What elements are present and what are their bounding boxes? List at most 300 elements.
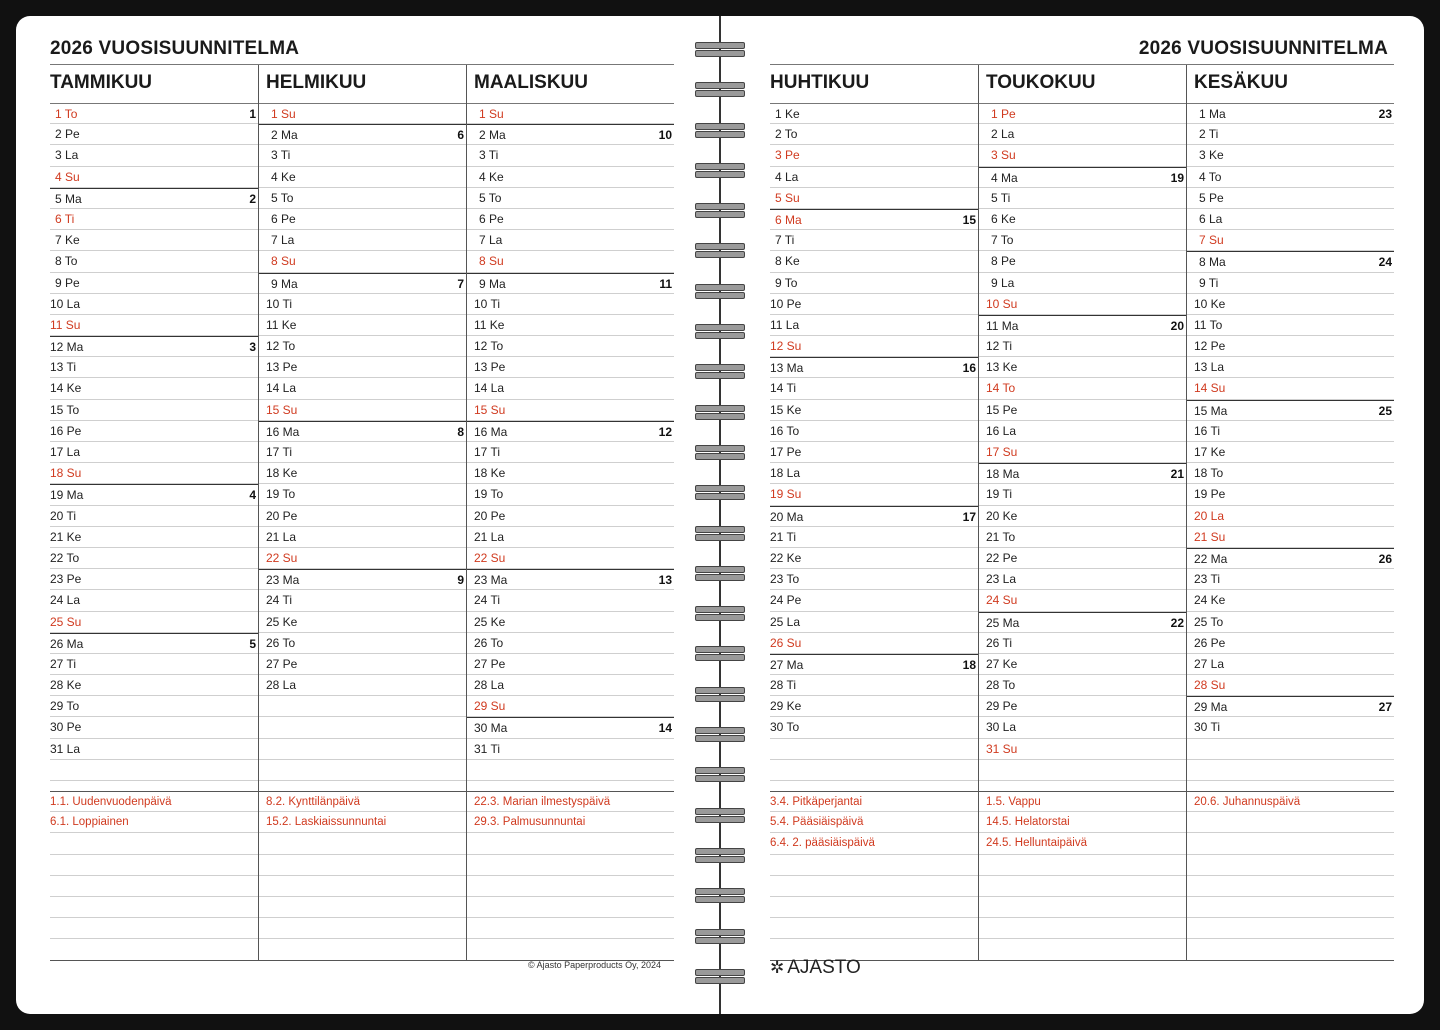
month-column (978, 65, 1186, 961)
holiday-row (770, 812, 978, 833)
holiday-label: 24.5. Helluntaipäivä (986, 837, 1088, 850)
week-number: 22 (1170, 615, 1184, 630)
day-row (467, 739, 674, 760)
day-row (770, 506, 978, 527)
day-label: 1 Su (271, 107, 296, 121)
day-row (770, 273, 978, 294)
day-label: 31 La (50, 741, 81, 756)
day-label: 21 Su (1194, 529, 1226, 544)
day-label: 18 Ma (986, 467, 1020, 482)
holiday-label: 15.2. Laskiaissunnuntai (266, 816, 387, 829)
day-row (259, 421, 466, 442)
holiday-row (259, 939, 466, 960)
day-label: 20 Ma (770, 509, 804, 524)
day-row (770, 717, 978, 738)
day-label: 4 Ke (479, 169, 504, 184)
week-number: 21 (1170, 467, 1184, 482)
day-row (770, 421, 978, 442)
day-label: 19 Ma (50, 488, 84, 503)
day-row (259, 251, 466, 272)
day-label: 26 Su (770, 635, 802, 650)
day-row (259, 739, 466, 760)
spiral-ring (695, 642, 745, 682)
day-label: 26 Pe (1194, 635, 1226, 650)
day-label: 27 Pe (474, 656, 506, 671)
day-row (979, 442, 1186, 463)
holiday-label: 22.3. Marian ilmestyspäivä (474, 796, 611, 808)
day-label: 27 Pe (266, 656, 298, 671)
holiday-row (770, 876, 978, 897)
holiday-label: 14.5. Helatorstai (986, 816, 1070, 829)
day-row (770, 548, 978, 569)
day-row (50, 103, 258, 124)
day-row (1187, 760, 1394, 781)
day-label: 2 La (991, 127, 1015, 142)
day-label: 2 Ti (1199, 127, 1219, 142)
holiday-row (50, 833, 258, 854)
week-number: 8 (457, 424, 464, 439)
day-label: 13 La (1194, 360, 1225, 375)
day-label: 18 Ke (266, 466, 298, 481)
day-label: 23 Ti (1194, 572, 1221, 587)
week-number: 11 (659, 276, 672, 291)
week-number: 2 (249, 191, 256, 206)
day-label: 14 Ti (770, 381, 797, 396)
day-row (1187, 612, 1394, 633)
holiday-row (979, 918, 1186, 939)
day-label: 16 La (986, 423, 1017, 438)
day-row (259, 675, 466, 696)
day-row (259, 654, 466, 675)
day-row (1187, 463, 1394, 484)
day-row (467, 760, 674, 781)
day-row (259, 378, 466, 399)
spacer (979, 781, 1186, 791)
day-row (1187, 251, 1394, 272)
day-label: 25 To (1194, 614, 1224, 629)
day-row (50, 145, 258, 166)
day-label: 9 Ti (1199, 275, 1219, 290)
day-label: 3 Ti (479, 148, 499, 163)
day-label: 9 Pe (55, 275, 80, 290)
day-row (259, 612, 466, 633)
day-row (259, 103, 466, 124)
day-label: 24 La (50, 593, 81, 608)
page-title: 2026 VUOSISUUNNITELMA (50, 38, 300, 59)
day-label: 1 Pe (991, 107, 1016, 121)
day-row (50, 421, 258, 442)
month-name: HUHTIKUU (770, 72, 870, 93)
day-label: 8 Pe (991, 254, 1016, 269)
day-row (979, 273, 1186, 294)
day-row (1187, 421, 1394, 442)
day-row (1187, 336, 1394, 357)
day-row (50, 739, 258, 760)
day-row (50, 442, 258, 463)
day-row (259, 590, 466, 611)
day-row (467, 421, 674, 442)
spiral-ring (695, 199, 745, 239)
day-label: 4 La (775, 169, 799, 184)
day-label: 8 Ke (775, 254, 800, 269)
day-row (1187, 654, 1394, 675)
day-row (979, 654, 1186, 675)
holiday-row (979, 939, 1186, 960)
day-label: 17 Ti (474, 445, 501, 459)
day-row (50, 167, 258, 188)
week-number: 24 (1378, 255, 1392, 270)
day-row (770, 230, 978, 251)
spiral-ring (695, 763, 745, 803)
day-row (979, 484, 1186, 505)
day-label: 10 Ti (474, 296, 501, 311)
day-label: 23 Ma (266, 573, 300, 588)
day-row (1187, 273, 1394, 294)
week-number: 3 (249, 340, 256, 355)
day-row (50, 633, 258, 654)
day-label: 15 Su (474, 402, 506, 417)
day-label: 29 To (50, 699, 80, 714)
day-row (259, 569, 466, 590)
day-row (1187, 675, 1394, 696)
spacer (1187, 781, 1394, 791)
day-row (1187, 167, 1394, 188)
day-row (770, 336, 978, 357)
week-number: 17 (962, 509, 976, 524)
day-row (979, 760, 1186, 781)
day-row (770, 612, 978, 633)
day-row (259, 357, 466, 378)
day-label: 28 La (474, 678, 505, 693)
day-label: 10 Ke (1194, 296, 1226, 311)
day-label: 2 Pe (55, 127, 80, 142)
day-row (50, 315, 258, 336)
spiral-ring (695, 239, 745, 279)
spiral-ring (695, 602, 745, 642)
day-row (467, 612, 674, 633)
day-label: 22 Pe (986, 550, 1018, 565)
day-row (259, 400, 466, 421)
day-label: 25 La (770, 614, 801, 629)
day-row (979, 145, 1186, 166)
holiday-row (467, 812, 674, 833)
day-label: 20 Ti (50, 508, 77, 523)
holiday-label: 8.2. Kynttilänpäivä (266, 796, 360, 808)
day-row (467, 315, 674, 336)
holiday-label: 1.1. Uudenvuodenpäivä (50, 796, 172, 808)
day-row (50, 612, 258, 633)
month-column (1186, 65, 1394, 961)
day-row (979, 463, 1186, 484)
day-row (50, 336, 258, 357)
day-label: 29 Ke (770, 699, 802, 714)
spiral-ring (695, 119, 745, 159)
spiral-ring (695, 562, 745, 602)
holiday-row (467, 897, 674, 918)
day-row (50, 484, 258, 505)
day-row (50, 760, 258, 781)
day-label: 7 Ke (55, 233, 80, 248)
holiday-row (1187, 876, 1394, 897)
day-label: 24 Pe (770, 593, 802, 608)
day-row (979, 315, 1186, 336)
spiral-ring (695, 965, 745, 1005)
day-row (979, 103, 1186, 124)
day-row (259, 124, 466, 145)
day-row (467, 696, 674, 717)
week-number: 4 (249, 488, 256, 503)
day-row (259, 463, 466, 484)
day-label: 25 Su (50, 614, 82, 629)
day-label: 2 Ma (271, 128, 298, 143)
spiral-binding (695, 38, 745, 1005)
day-label: 11 To (1194, 317, 1223, 332)
day-label: 17 Pe (770, 445, 802, 459)
day-row (259, 442, 466, 463)
day-row (259, 230, 466, 251)
day-label: 5 Pe (1199, 190, 1224, 205)
week-number: 10 (658, 128, 672, 143)
day-label: 11 Ma (986, 318, 1019, 333)
day-row (979, 696, 1186, 717)
day-row (259, 294, 466, 315)
right-page (721, 16, 1424, 1014)
day-label: 24 Su (986, 593, 1018, 608)
day-row (467, 484, 674, 505)
day-row (467, 717, 674, 738)
day-row (770, 378, 978, 399)
spiral-ring (695, 38, 745, 78)
day-row (1187, 717, 1394, 738)
week-number: 20 (1170, 318, 1184, 333)
day-row (50, 209, 258, 230)
day-label: 14 Su (1194, 381, 1226, 396)
day-label: 20 La (1194, 508, 1225, 523)
day-row (259, 145, 466, 166)
day-row (979, 336, 1186, 357)
day-label: 12 Ma (50, 340, 84, 355)
day-label: 31 Su (986, 741, 1018, 756)
day-row (770, 675, 978, 696)
day-row (50, 294, 258, 315)
day-row (467, 378, 674, 399)
day-label: 12 Su (770, 339, 802, 354)
day-row (467, 103, 674, 124)
holiday-row (1187, 897, 1394, 918)
day-row (467, 167, 674, 188)
holiday-row (259, 855, 466, 876)
day-row (467, 675, 674, 696)
day-label: 4 Su (55, 169, 80, 184)
day-row (770, 209, 978, 230)
week-number: 16 (962, 361, 976, 376)
day-row (770, 124, 978, 145)
day-row (467, 506, 674, 527)
day-label: 25 Ke (474, 614, 506, 629)
holiday-label: 1.5. Vappu (986, 796, 1041, 808)
day-label: 17 Ke (1194, 445, 1226, 459)
day-label: 15 To (50, 402, 80, 417)
spiral-ring (695, 320, 745, 360)
month-name: TAMMIKUU (50, 72, 153, 93)
day-row (1187, 294, 1394, 315)
day-label: 30 Pe (50, 720, 82, 735)
holiday-row (1187, 791, 1394, 812)
day-row (50, 378, 258, 399)
day-row (1187, 548, 1394, 569)
week-number: 26 (1378, 551, 1392, 566)
day-label: 3 Su (991, 148, 1016, 163)
day-label: 20 Pe (266, 508, 298, 523)
day-row (259, 696, 466, 717)
day-label: 22 To (50, 550, 80, 565)
day-row (259, 548, 466, 569)
week-number: 27 (1378, 700, 1392, 715)
day-label: 2 Ma (479, 128, 506, 143)
day-row (259, 633, 466, 654)
holiday-row (979, 855, 1186, 876)
day-row (770, 167, 978, 188)
holiday-row (979, 897, 1186, 918)
day-row (979, 357, 1186, 378)
day-row (770, 463, 978, 484)
day-label: 6 Ke (991, 211, 1016, 226)
day-label: 19 Pe (1194, 487, 1226, 502)
day-label: 12 To (266, 339, 296, 354)
day-label: 11 La (770, 317, 800, 332)
day-row (979, 675, 1186, 696)
day-row (979, 378, 1186, 399)
day-label: 16 Pe (50, 423, 82, 438)
day-label: 13 Ma (770, 361, 804, 376)
day-row (1187, 696, 1394, 717)
week-number: 25 (1378, 403, 1392, 418)
day-row (259, 527, 466, 548)
day-row (1187, 357, 1394, 378)
day-row (979, 633, 1186, 654)
logo-text: AJASTO (787, 957, 861, 978)
day-label: 23 To (770, 572, 800, 587)
spiral-ring (695, 360, 745, 400)
holiday-row (467, 855, 674, 876)
day-row (770, 315, 978, 336)
day-label: 29 Su (474, 699, 506, 714)
day-label: 26 To (474, 635, 504, 650)
day-label: 15 Su (266, 402, 298, 417)
day-row (770, 294, 978, 315)
months-grid-left (50, 64, 674, 961)
holiday-row (979, 791, 1186, 812)
day-label: 24 Ke (1194, 593, 1226, 608)
week-number: 23 (1378, 107, 1392, 121)
holiday-label: 6.1. Loppiainen (50, 816, 129, 829)
day-label: 28 To (986, 678, 1016, 693)
day-label: 8 Su (271, 254, 296, 269)
day-label: 12 Pe (1194, 339, 1226, 354)
star-flower-icon: ✲ (770, 958, 785, 977)
day-label: 27 La (1194, 656, 1225, 671)
day-row (979, 506, 1186, 527)
day-row (979, 167, 1186, 188)
ajasto-logo (770, 957, 861, 979)
week-number: 12 (658, 424, 672, 439)
day-label: 14 La (474, 381, 505, 396)
day-row (770, 357, 978, 378)
day-row (467, 590, 674, 611)
holiday-label: 29.3. Palmusunnuntai (474, 816, 586, 829)
holiday-row (979, 812, 1186, 833)
day-row (467, 273, 674, 294)
day-label: 26 Ma (50, 636, 84, 651)
day-label: 30 To (770, 720, 800, 735)
day-row (259, 336, 466, 357)
day-row (979, 188, 1186, 209)
month-column (466, 65, 674, 961)
day-label: 16 Ma (474, 424, 508, 439)
holiday-label: 5.4. Pääsiäispäivä (770, 816, 864, 829)
day-label: 19 To (266, 487, 296, 502)
holiday-row (259, 791, 466, 812)
day-row (770, 442, 978, 463)
day-label: 17 La (50, 445, 81, 459)
day-label: 9 To (775, 275, 798, 290)
day-row (467, 124, 674, 145)
day-label: 17 Ti (266, 445, 293, 459)
day-label: 28 Ti (770, 678, 797, 693)
day-row (259, 209, 466, 230)
day-row (979, 251, 1186, 272)
day-row (770, 654, 978, 675)
day-label: 11 Ke (474, 317, 505, 332)
day-label: 2 To (775, 127, 798, 142)
day-row (50, 188, 258, 209)
day-row (979, 569, 1186, 590)
day-label: 30 Ma (474, 721, 508, 736)
day-label: 7 To (991, 233, 1014, 248)
day-row (979, 527, 1186, 548)
day-label: 28 Ke (50, 678, 82, 693)
day-row (259, 273, 466, 294)
day-row (1187, 315, 1394, 336)
day-row (770, 760, 978, 781)
day-label: 3 Ti (271, 148, 291, 163)
day-row (1187, 484, 1394, 505)
holiday-row (50, 855, 258, 876)
day-label: 15 Pe (986, 402, 1018, 417)
day-label: 1 To (55, 107, 78, 121)
day-label: 23 La (986, 572, 1017, 587)
holiday-row (259, 833, 466, 854)
day-label: 18 La (770, 466, 801, 481)
day-label: 1 Su (479, 107, 504, 121)
day-label: 20 Pe (474, 508, 506, 523)
day-row (770, 188, 978, 209)
day-label: 29 Ma (1194, 700, 1228, 715)
day-row (50, 463, 258, 484)
day-label: 22 Ma (1194, 551, 1228, 566)
day-label: 30 La (986, 720, 1017, 735)
day-label: 27 Ti (50, 656, 77, 671)
spiral-ring (695, 844, 745, 884)
day-row (467, 633, 674, 654)
spacer (259, 781, 466, 791)
day-row (1187, 230, 1394, 251)
months-grid-right (770, 64, 1394, 961)
day-row (1187, 590, 1394, 611)
day-row (979, 230, 1186, 251)
day-label: 13 Ke (986, 360, 1018, 375)
day-label: 7 Ti (775, 233, 795, 248)
